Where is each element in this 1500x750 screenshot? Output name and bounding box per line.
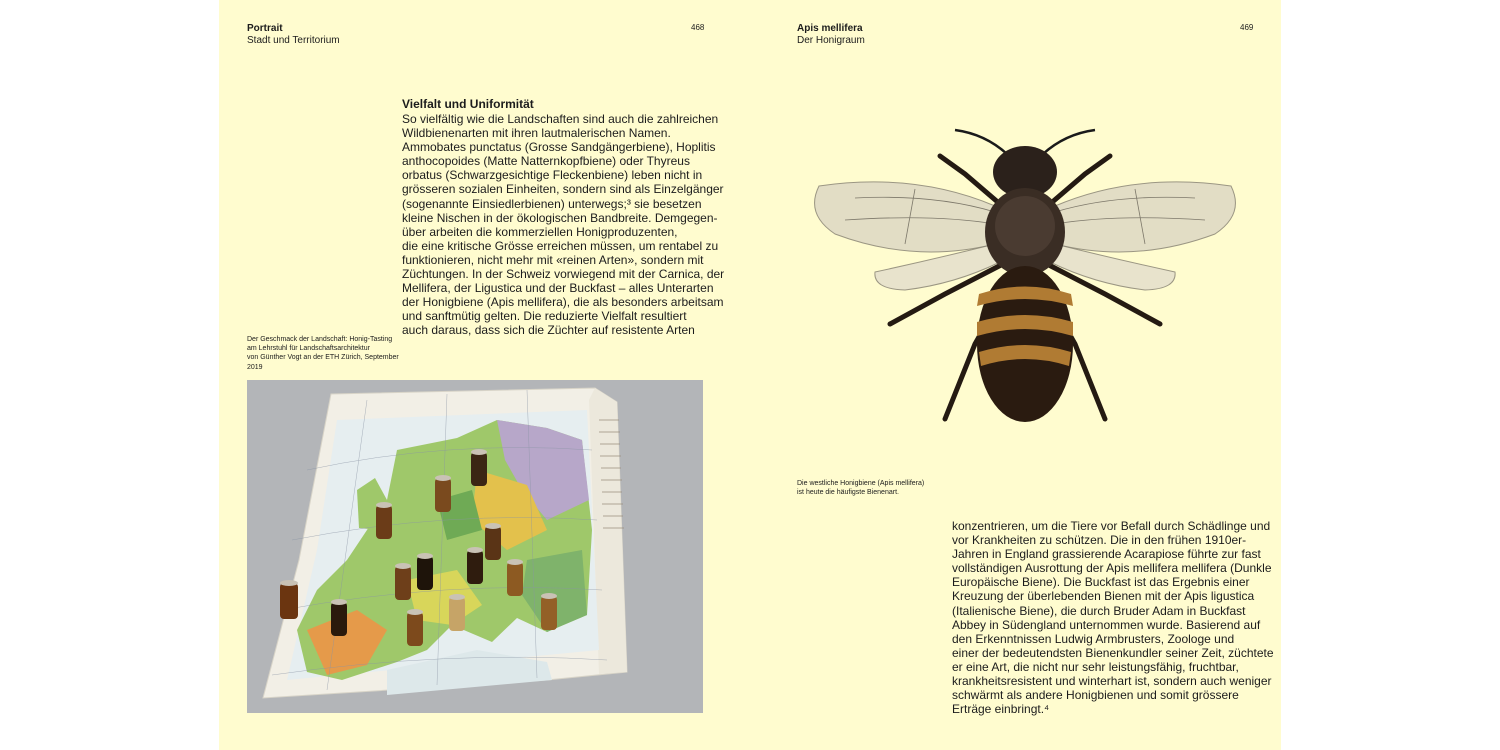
text-line: kleine Nischen in der ökologischen Bandbreite. Demgegen- <box>402 210 718 225</box>
bee-caption <box>797 479 924 497</box>
text-line: schwärmt als andere Honigbienen und somit grössere <box>952 688 1239 703</box>
text-line: Kreuzung der überlebenden Bienen mit der Apis ligustica <box>952 589 1255 604</box>
text-line: Europäische Biene). Die Buckfast ist das Ergebnis einer <box>952 575 1250 590</box>
text-line: vollständigen Ausrottung der Apis mellifera mellifera (Dunkle <box>952 561 1272 576</box>
text-line: auch daraus, dass sich die Züchter auf resistente Arten <box>402 323 695 338</box>
right-page <box>750 0 1281 750</box>
section-heading: Vielfalt und Uniformität <box>402 97 534 111</box>
caption-line: von Günther Vogt an der ETH Zürich, September <box>247 354 399 362</box>
text-line: orbatus (Schwarzgesichtige Fleckenbiene) leben nicht in <box>402 168 703 183</box>
text-line: Züchtungen. In der Schweiz vorwiegend mit der Carnica, der <box>402 267 725 282</box>
text-line: funktionieren, nicht mehr mit «reinen Arten», sondern mit <box>402 252 704 267</box>
text-line: Mellifera, der Ligustica und der Buckfast – alles Unterarten <box>402 281 714 296</box>
text-line: vor Krankheiten zu schützen. Die in den frühen 1910er- <box>952 533 1247 548</box>
bee-illustration <box>795 94 1255 454</box>
text-line: und sanftmütig gelten. Die reduzierte Vielfalt resultiert <box>402 309 687 324</box>
caption-line: Der Geschmack der Landschaft: Honig-Tasting <box>247 336 393 343</box>
text-line: den Erkenntnissen Ludwig Armbrusters, Zoologe und <box>952 631 1235 646</box>
text-line: Ammobates punctatus (Grosse Sandgängerbiene), Hoplitis <box>402 140 716 155</box>
text-line: Abbey in Südengland unternommen wurde. Basierend auf <box>952 617 1261 632</box>
left-page <box>219 0 750 750</box>
text-line: Jahren in England grassierende Acarapiose führte zur fast <box>952 547 1261 562</box>
running-head-left <box>247 23 340 47</box>
text-line: (sogenannte Einsiedlerbienen) unterwegs;³ sie besetzen <box>402 196 702 211</box>
running-head-subtitle: Der Honigraum <box>797 35 865 46</box>
text-line: anthocopoides (Matte Natternkopfbiene) oder Thyreus <box>402 154 690 169</box>
text-line: einer der bedeutendsten Bienenkundler seiner Zeit, züchtete <box>952 645 1274 660</box>
text-line: grösseren sozialen Einheiten, sondern sind als Einzelgänger <box>402 182 724 197</box>
photo-caption <box>247 335 399 372</box>
running-head-title: Apis mellifera <box>797 23 863 34</box>
running-head-right <box>797 23 865 47</box>
page-number-right: 469 <box>1240 23 1254 32</box>
text-line: die eine kritische Grösse erreichen müssen, um rentabel zu <box>402 238 719 253</box>
text-line: über arbeiten die kommerziellen Honigproduzenten, <box>402 224 678 239</box>
text-line: er eine Art, die nicht nur sehr leistungsfähig, fruchtbar, <box>952 659 1239 674</box>
text-line: der Honigbiene (Apis mellifera), die als besonders arbeitsam <box>402 295 724 310</box>
text-line: Erträge einbringt.⁴ <box>952 702 1050 717</box>
caption-line: am Lehrstuhl für Landschaftsarchitektur <box>247 345 370 353</box>
text-line: (Italienische Biene), die durch Bruder Adam in Buckfast <box>952 603 1246 618</box>
running-head-title: Portrait <box>247 23 283 34</box>
map-photo <box>247 380 703 713</box>
left-body-text <box>402 112 724 338</box>
text-line: Wildbienenarten mit ihren lautmalerischen Namen. <box>402 126 671 141</box>
book-spread <box>219 0 1281 750</box>
running-head-subtitle: Stadt und Territorium <box>247 35 340 46</box>
caption-line: Die westliche Honigbiene (Apis mellifera) <box>797 480 925 487</box>
page-number-left: 468 <box>691 23 705 32</box>
caption-line: ist heute die häufigste Bienenart. <box>797 489 899 497</box>
text-line: So vielfältig wie die Landschaften sind auch die zahlreichen <box>402 112 719 126</box>
text-line: krankheitsresistent und winterhart ist, sondern auch weniger <box>952 674 1272 689</box>
map-illustration <box>247 380 703 713</box>
right-body-text <box>952 519 1274 716</box>
caption-line: 2019 <box>247 363 263 371</box>
text-line: konzentrieren, um die Tiere vor Befall durch Schädlinge und <box>952 519 1271 533</box>
